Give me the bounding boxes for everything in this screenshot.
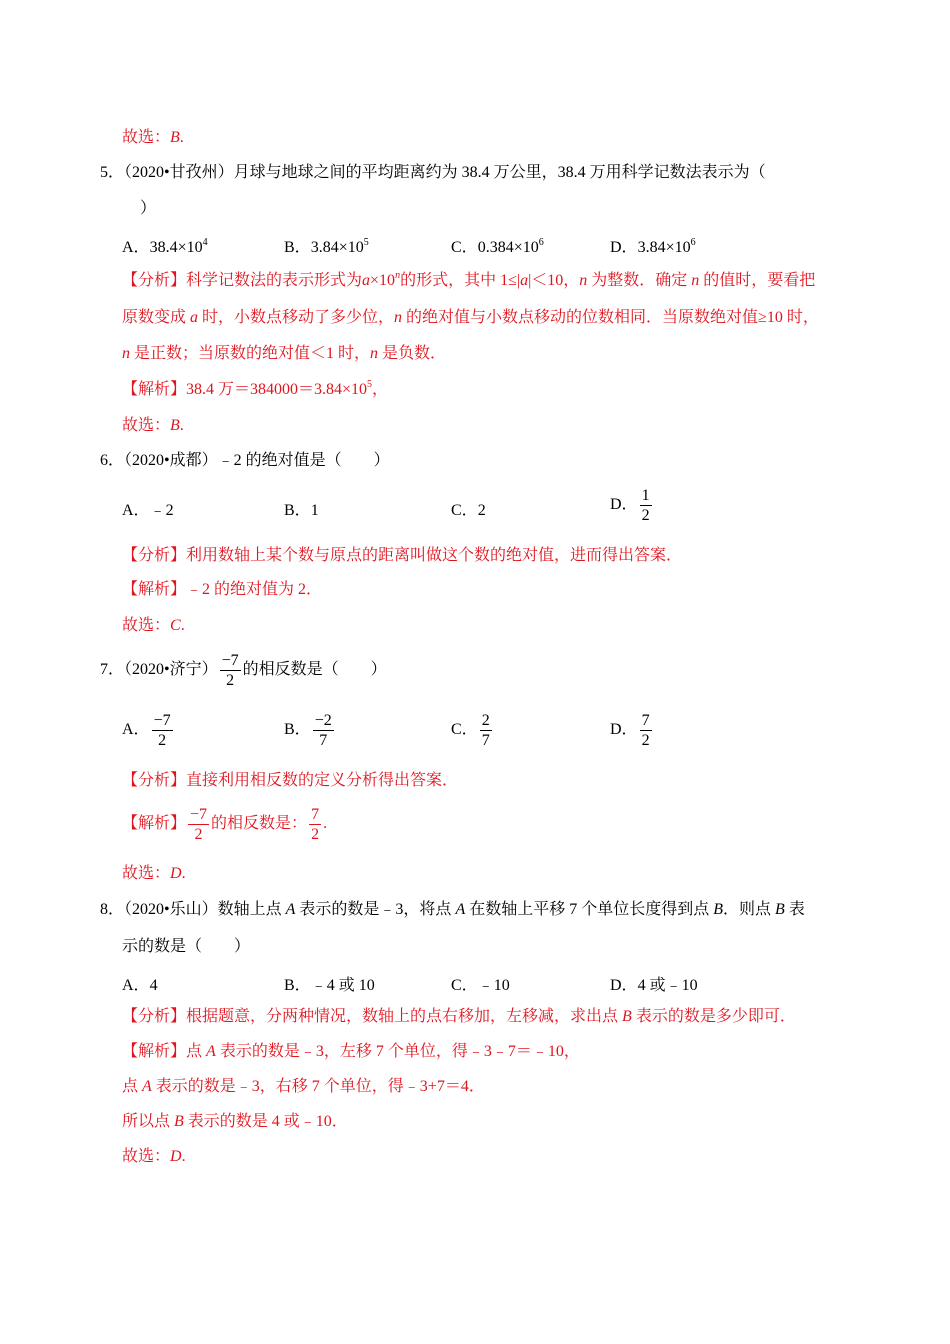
q5-stem: 5．（2020•甘孜州）月球与地球之间的平均距离约为 38.4 万公里，38.4 万用科学记数法表示为（ <box>100 164 766 181</box>
q7-analysis: 【分析】直接利用相反数的定义分析得出答案． <box>122 772 459 789</box>
q6-option-a: A．﹣2 <box>122 502 174 519</box>
q5-option-a: A．$38.4\times 10^4$ <box>122 237 208 256</box>
q8-option-c: C．﹣10 <box>451 977 510 994</box>
fraction: $\frac{-7}{2}$ <box>153 712 171 749</box>
fraction: $\frac{2}{7}$ <box>481 712 490 749</box>
fraction: $\frac{7}{2}$ <box>641 712 650 749</box>
q5-analysis-line3: n 是正数；当原数的绝对值＜1 时，n 是负数． <box>122 345 447 362</box>
q7-solution: 【解析】 $\frac{-7}{2}$ 的相反数是： $\frac{7}{2}$ . <box>122 806 328 843</box>
q6-option-c: C．2 <box>451 502 486 519</box>
q8-solution-line3: 所以点 B 表示的数是 4 或﹣10． <box>122 1113 348 1130</box>
q5-answer: 故选：B. <box>122 417 184 434</box>
q5-option-b: B．$3.84\times 10^5$ <box>284 237 369 256</box>
fraction: $\frac{1}{2}$ <box>641 487 650 524</box>
q8-solution-line1: 【解析】点 A 表示的数是﹣3，左移 7 个单位，得﹣3﹣7＝﹣10， <box>122 1043 580 1060</box>
q6-analysis: 【分析】利用数轴上某个数与原点的距离叫做这个数的绝对值，进而得出答案． <box>122 547 683 564</box>
q7-option-b: B． $\frac{-2}{7}$ <box>284 712 332 749</box>
fraction: $\frac{-7}{2}$ <box>221 652 239 689</box>
q7-option-c: C． $\frac{2}{7}$ <box>451 712 490 749</box>
q8-stem-line2: 示的数是（ ） <box>122 938 251 955</box>
q5-analysis-line1: 【分析】科学记数法的表示形式为$a\times 10^n$的形式，其中 1≤|a|＜10，n 为整数．确定 n 的值时，要看把 <box>122 270 816 289</box>
fraction: $\frac{-7}{2}$ <box>190 806 208 843</box>
q8-option-a: A．4 <box>122 977 158 994</box>
q6-option-d: D． $\frac{1}{2}$ <box>610 487 650 524</box>
q5-analysis-line2: 原数变成 a 时，小数点移动了多少位，n 的绝对值与小数点移动的位数相同．当原数绝对值≥10 时， <box>122 309 819 326</box>
q8-solution-line2: 点 A 表示的数是﹣3，右移 7 个单位，得﹣3+7＝4． <box>122 1078 485 1095</box>
q4-answer: 故选：B. <box>122 129 184 146</box>
fraction: $\frac{7}{2}$ <box>311 806 320 843</box>
q7-answer: 故选：D. <box>122 865 186 882</box>
q5-solution: 【解析】38.4 万$=384000=3.84\times 10^5$， <box>122 379 389 398</box>
q5-stem-close: ） <box>140 200 157 217</box>
q6-option-b: B．1 <box>284 502 319 519</box>
q8-analysis: 【分析】根据题意，分两种情况，数轴上的点右移加，左移减，求出点 B 表示的数是多少即可． <box>122 1008 796 1025</box>
q6-solution: 【解析】﹣2 的绝对值为 2． <box>122 581 323 598</box>
fraction: $\frac{-2}{7}$ <box>314 712 332 749</box>
q5-option-c: C．$0.384\times 10^6$ <box>451 237 544 256</box>
q6-answer: 故选：C. <box>122 617 185 634</box>
q8-option-b: B．﹣4 或 10 <box>284 977 375 994</box>
q7-option-d: D． $\frac{7}{2}$ <box>610 712 650 749</box>
q8-answer: 故选：D. <box>122 1148 186 1165</box>
q8-option-d: D．4 或﹣10 <box>610 977 698 994</box>
q7-option-a: A． $\frac{-7}{2}$ <box>122 712 171 749</box>
q8-stem-line1: 8．（2020•乐山）数轴上点 A 表示的数是﹣3，将点 A 在数轴上平移 7 个单位长度得到点 B．则点 B 表 <box>100 901 805 918</box>
q7-stem: 7．（2020•济宁） $\frac{-7}{2}$ 的相反数是（ ） <box>100 652 387 689</box>
q6-stem: 6．（2020•成都）﹣2 的绝对值是（ ） <box>100 452 390 469</box>
q5-option-d: D．$3.84\times 10^6$ <box>610 237 696 256</box>
